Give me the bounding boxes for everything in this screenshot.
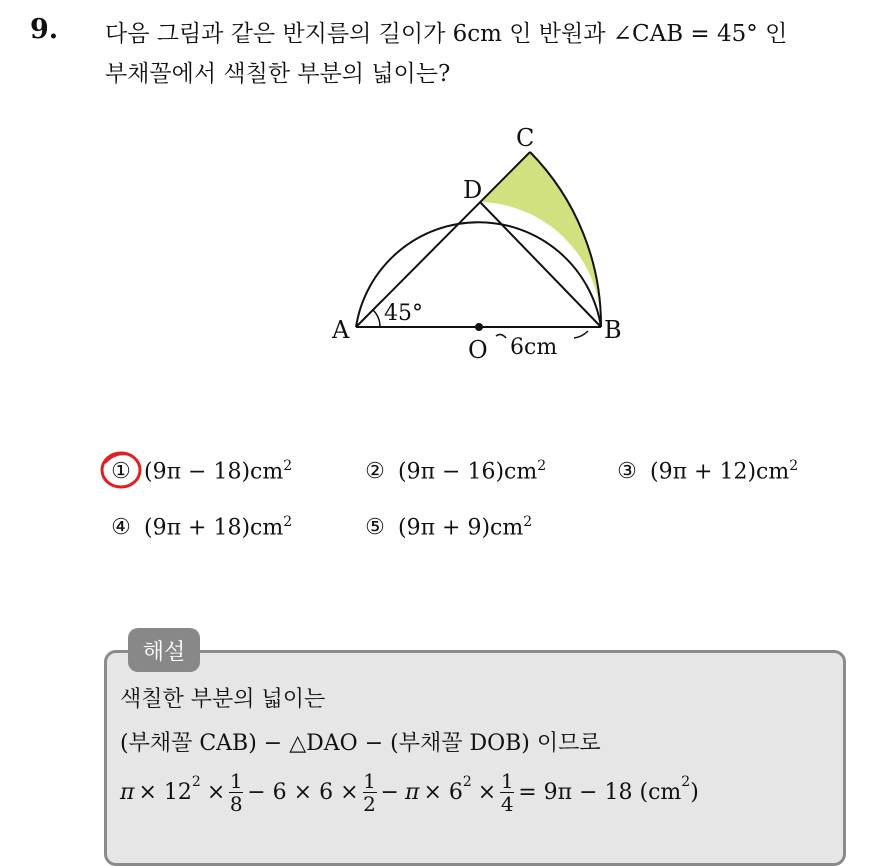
choice-3-number: ③ [617, 458, 637, 484]
choice-2-number: ② [365, 458, 385, 484]
solution-line-1: 색칠한 부분의 넓이는 [120, 687, 326, 712]
solution-line-2: (부채꼴 CAB) − △DAO − (부채꼴 DOB) 이므로 [120, 731, 601, 756]
fraction-1-8: $\frac{1}{8}$ [229, 769, 243, 816]
segment-ac [356, 152, 530, 327]
solution-tag: 해설 [128, 628, 200, 672]
choice-2-text: $(9\pi - 16)cm^2$ [398, 458, 547, 485]
fraction-1-2: $\frac{1}{2}$ [363, 769, 376, 816]
choice-1[interactable] [106, 458, 292, 484]
solution-equation: π × 12 $^2$ × $\frac{1}{8}$ − 6 × 6 × $\frac{1}{2}$ − π × 6 $^2$ × $\frac{1}{4}$ = 9π − 18 (cm $^2$ ) [120, 769, 699, 816]
question-text [105, 14, 875, 94]
choice-1-number: ① [111, 458, 131, 484]
figure-svg [320, 110, 640, 380]
choice-5[interactable] [360, 514, 532, 540]
label-b: B [604, 316, 622, 344]
choice-4-number: ④ [111, 514, 131, 540]
question-line-1: 다음 그림과 같은 반지름의 길이가 6cm 인 반원과 ∠CAB = 45° 인 [105, 21, 788, 47]
radius-dash-right [574, 331, 588, 338]
radius-dash-left [496, 334, 506, 338]
segment-db [480, 202, 601, 327]
choice-5-number: ⑤ [365, 514, 385, 540]
label-c: C [516, 124, 535, 152]
angle-arc [373, 310, 380, 327]
fraction-1-4: $\frac{1}{4}$ [500, 769, 514, 816]
choice-1-text: $(9\pi - 18)cm^2$ [144, 458, 293, 485]
question-number: 9. [30, 14, 59, 45]
choice-4[interactable] [106, 514, 292, 540]
label-a: A [332, 316, 350, 344]
label-radius: 6cm [510, 335, 558, 360]
label-d: D [463, 176, 483, 204]
label-o: O [468, 336, 488, 364]
choice-4-text: $(9\pi + 18)cm^2$ [144, 514, 293, 541]
question-line-2: 부채꼴에서 색칠한 부분의 넓이는? [105, 61, 451, 87]
geometry-figure [320, 110, 640, 380]
center-point [475, 323, 483, 331]
label-angle: 45° [384, 301, 423, 326]
choice-3[interactable] [612, 458, 798, 484]
choice-5-text: $(9\pi + 9)cm^2$ [398, 514, 533, 541]
choice-3-text: $(9\pi + 12)cm^2$ [650, 458, 799, 485]
choice-2[interactable] [360, 458, 546, 484]
